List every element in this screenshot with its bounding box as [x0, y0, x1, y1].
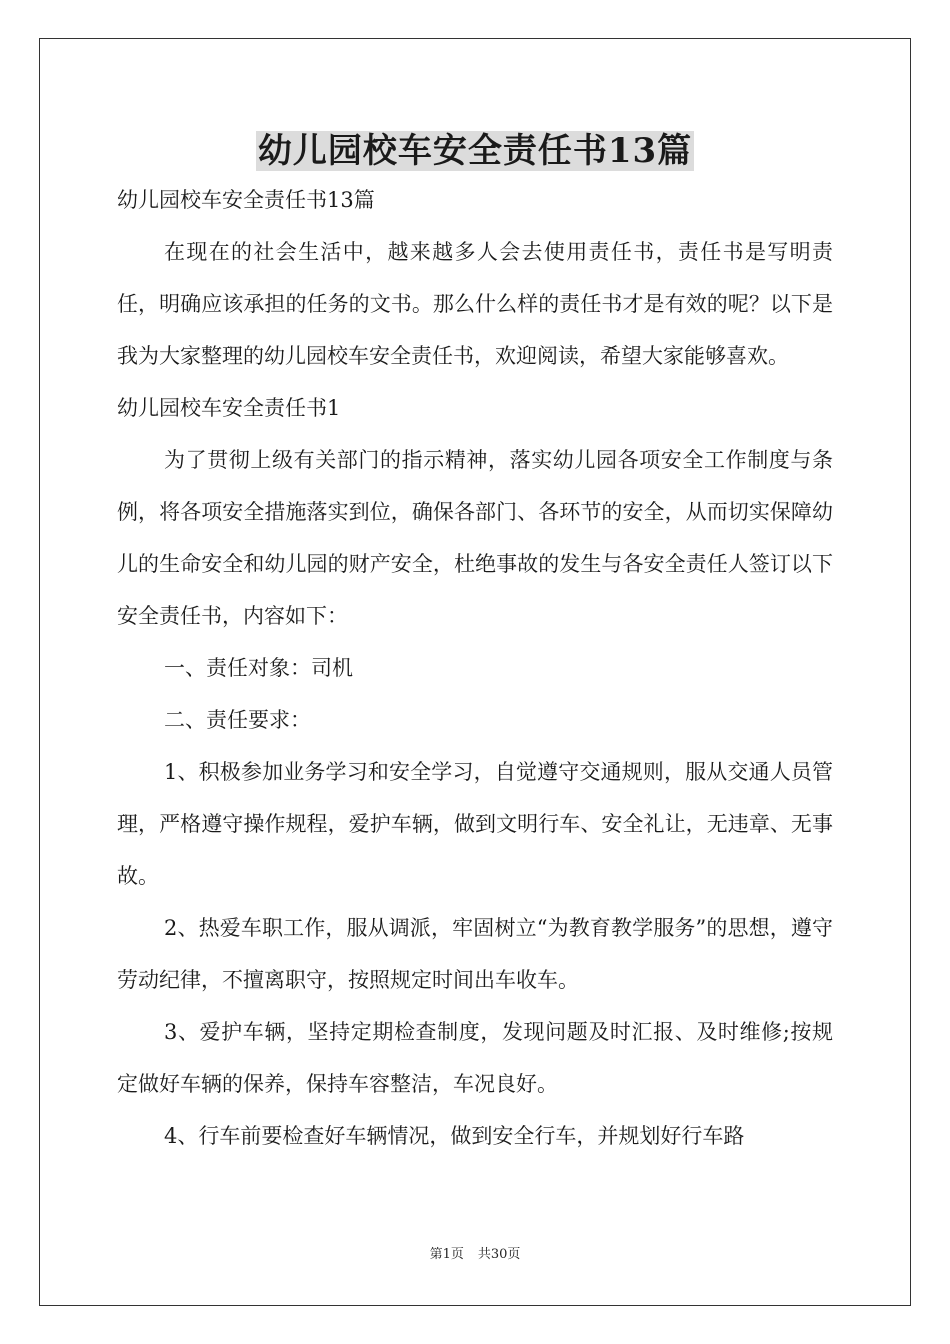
- page-number: 第1页: [429, 1247, 464, 1262]
- paragraph-0: 幼儿园校车安全责任书13篇: [117, 188, 375, 212]
- paragraph-6: 1、积极参加业务学习和安全学习，自觉遵守交通规则，服从交通人员管理，严格遵守操作规程，爱护车辆，做到文明行车、安全礼让，无违章、无事故。: [117, 760, 833, 888]
- paragraph-7: 2、热爱车职工作，服从调派，牢固树立“为教育教学服务”的思想，遵守劳动纪律，不擅离职守，按照规定时间出车收车。: [117, 916, 833, 992]
- paragraph-5: 二、责任要求：: [164, 708, 311, 732]
- paragraph-3: 为了贯彻上级有关部门的指示精神，落实幼儿园各项安全工作制度与条例，将各项安全措施落实到位，确保各部门、各环节的安全，从而切实保障幼儿的生命安全和幼儿园的财产安全，杜绝事故的发生与各安全责任人签订以下安全责任书，内容如下：: [117, 448, 833, 628]
- document-title: [0, 126, 950, 176]
- paragraph-2: 幼儿园校车安全责任书1: [117, 396, 341, 420]
- paragraph-8: 3、爱护车辆，坚持定期检查制度，发现问题及时汇报、及时维修;按规定做好车辆的保养，保持车容整洁，车况良好。: [117, 1020, 833, 1096]
- page-footer: [0, 1245, 950, 1265]
- paragraph-1: 在现在的社会生活中，越来越多人会去使用责任书，责任书是写明责任，明确应该承担的任务的文书。那么什么样的责任书才是有效的呢？以下是我为大家整理的幼儿园校车安全责任书，欢迎阅读，希望大家能够喜欢。: [117, 240, 833, 368]
- page-total: 共30页: [477, 1247, 521, 1262]
- paragraph-9: 4、行车前要检查好车辆情况，做到安全行车，并规划好行车路: [164, 1124, 745, 1148]
- document-body: [117, 174, 833, 1162]
- paragraph-4: 一、责任对象：司机: [164, 656, 353, 680]
- document-title-text: 幼儿园校车安全责任书13篇: [257, 131, 693, 171]
